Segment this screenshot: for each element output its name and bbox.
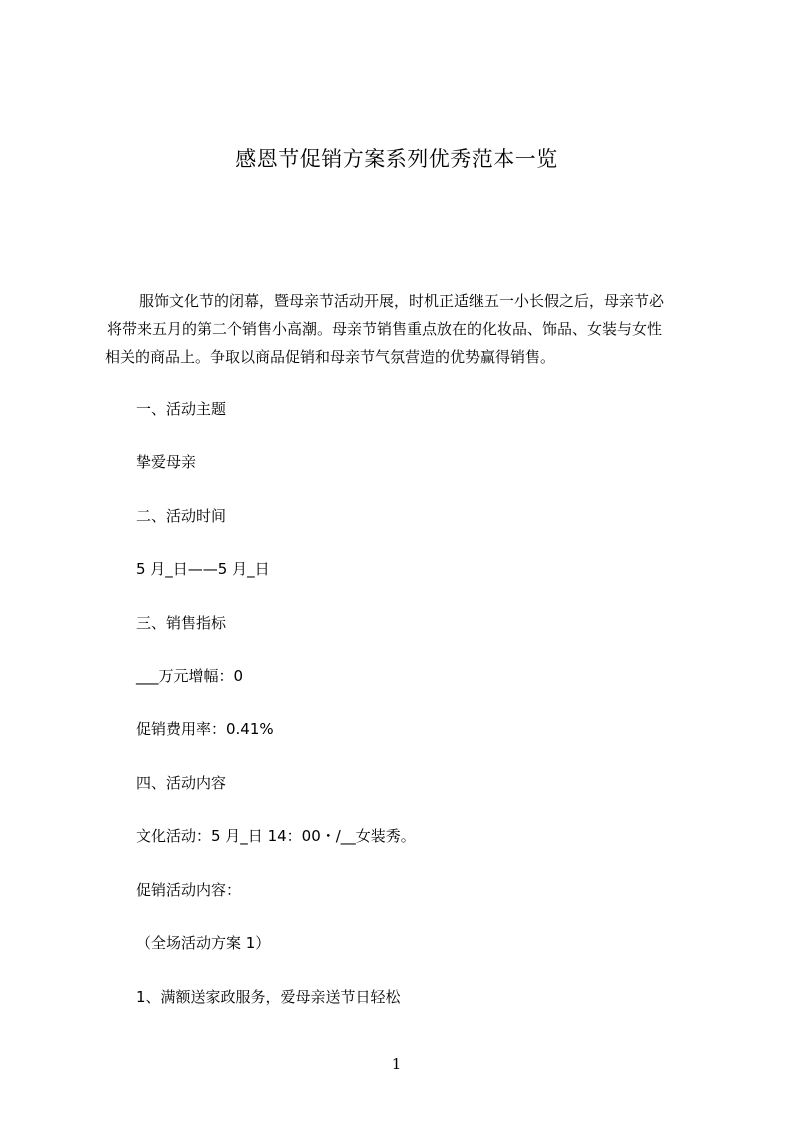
- intro-line-2: 将带来五月的第二个销售小高潮。母亲节销售重点放在的化妆品、饰品、女装与女性: [107, 320, 663, 338]
- intro-line-1: 服饰文化节的闭幕，暨母亲节活动开展，时机正适继五一小长假之后，母亲节必: [139, 292, 665, 310]
- section-heading-time: 二、活动时间: [136, 507, 227, 525]
- intro-paragraph: [105, 287, 715, 371]
- section-heading-content: 四、活动内容: [136, 774, 227, 792]
- section-heading-sales-target: 三、销售指标: [136, 614, 227, 632]
- document-title: 感恩节促销方案系列优秀范本一览: [235, 147, 558, 171]
- intro-line-3: 相关的商品上。争取以商品促销和母亲节气氛营造的优势赢得销售。: [105, 348, 556, 366]
- promotion-cost-rate-text: 促销费用率：0.41%: [136, 720, 274, 738]
- cultural-activity-text: 文化活动：5 月_日 14：00・/__女装秀。: [136, 827, 416, 845]
- sales-target-text: ___万元增幅：0: [136, 667, 244, 685]
- plan-1-heading: （全场活动方案 1）: [136, 934, 271, 952]
- plan-item-1: 1、满额送家政服务，爱母亲送节日轻松: [136, 988, 401, 1006]
- promotion-content-label: 促销活动内容：: [136, 881, 242, 899]
- section-heading-theme: 一、活动主题: [136, 400, 227, 418]
- page-number: 1: [391, 1055, 402, 1073]
- theme-text: 挚爱母亲: [136, 453, 197, 471]
- time-text: 5 月_日——5 月_日: [136, 560, 270, 578]
